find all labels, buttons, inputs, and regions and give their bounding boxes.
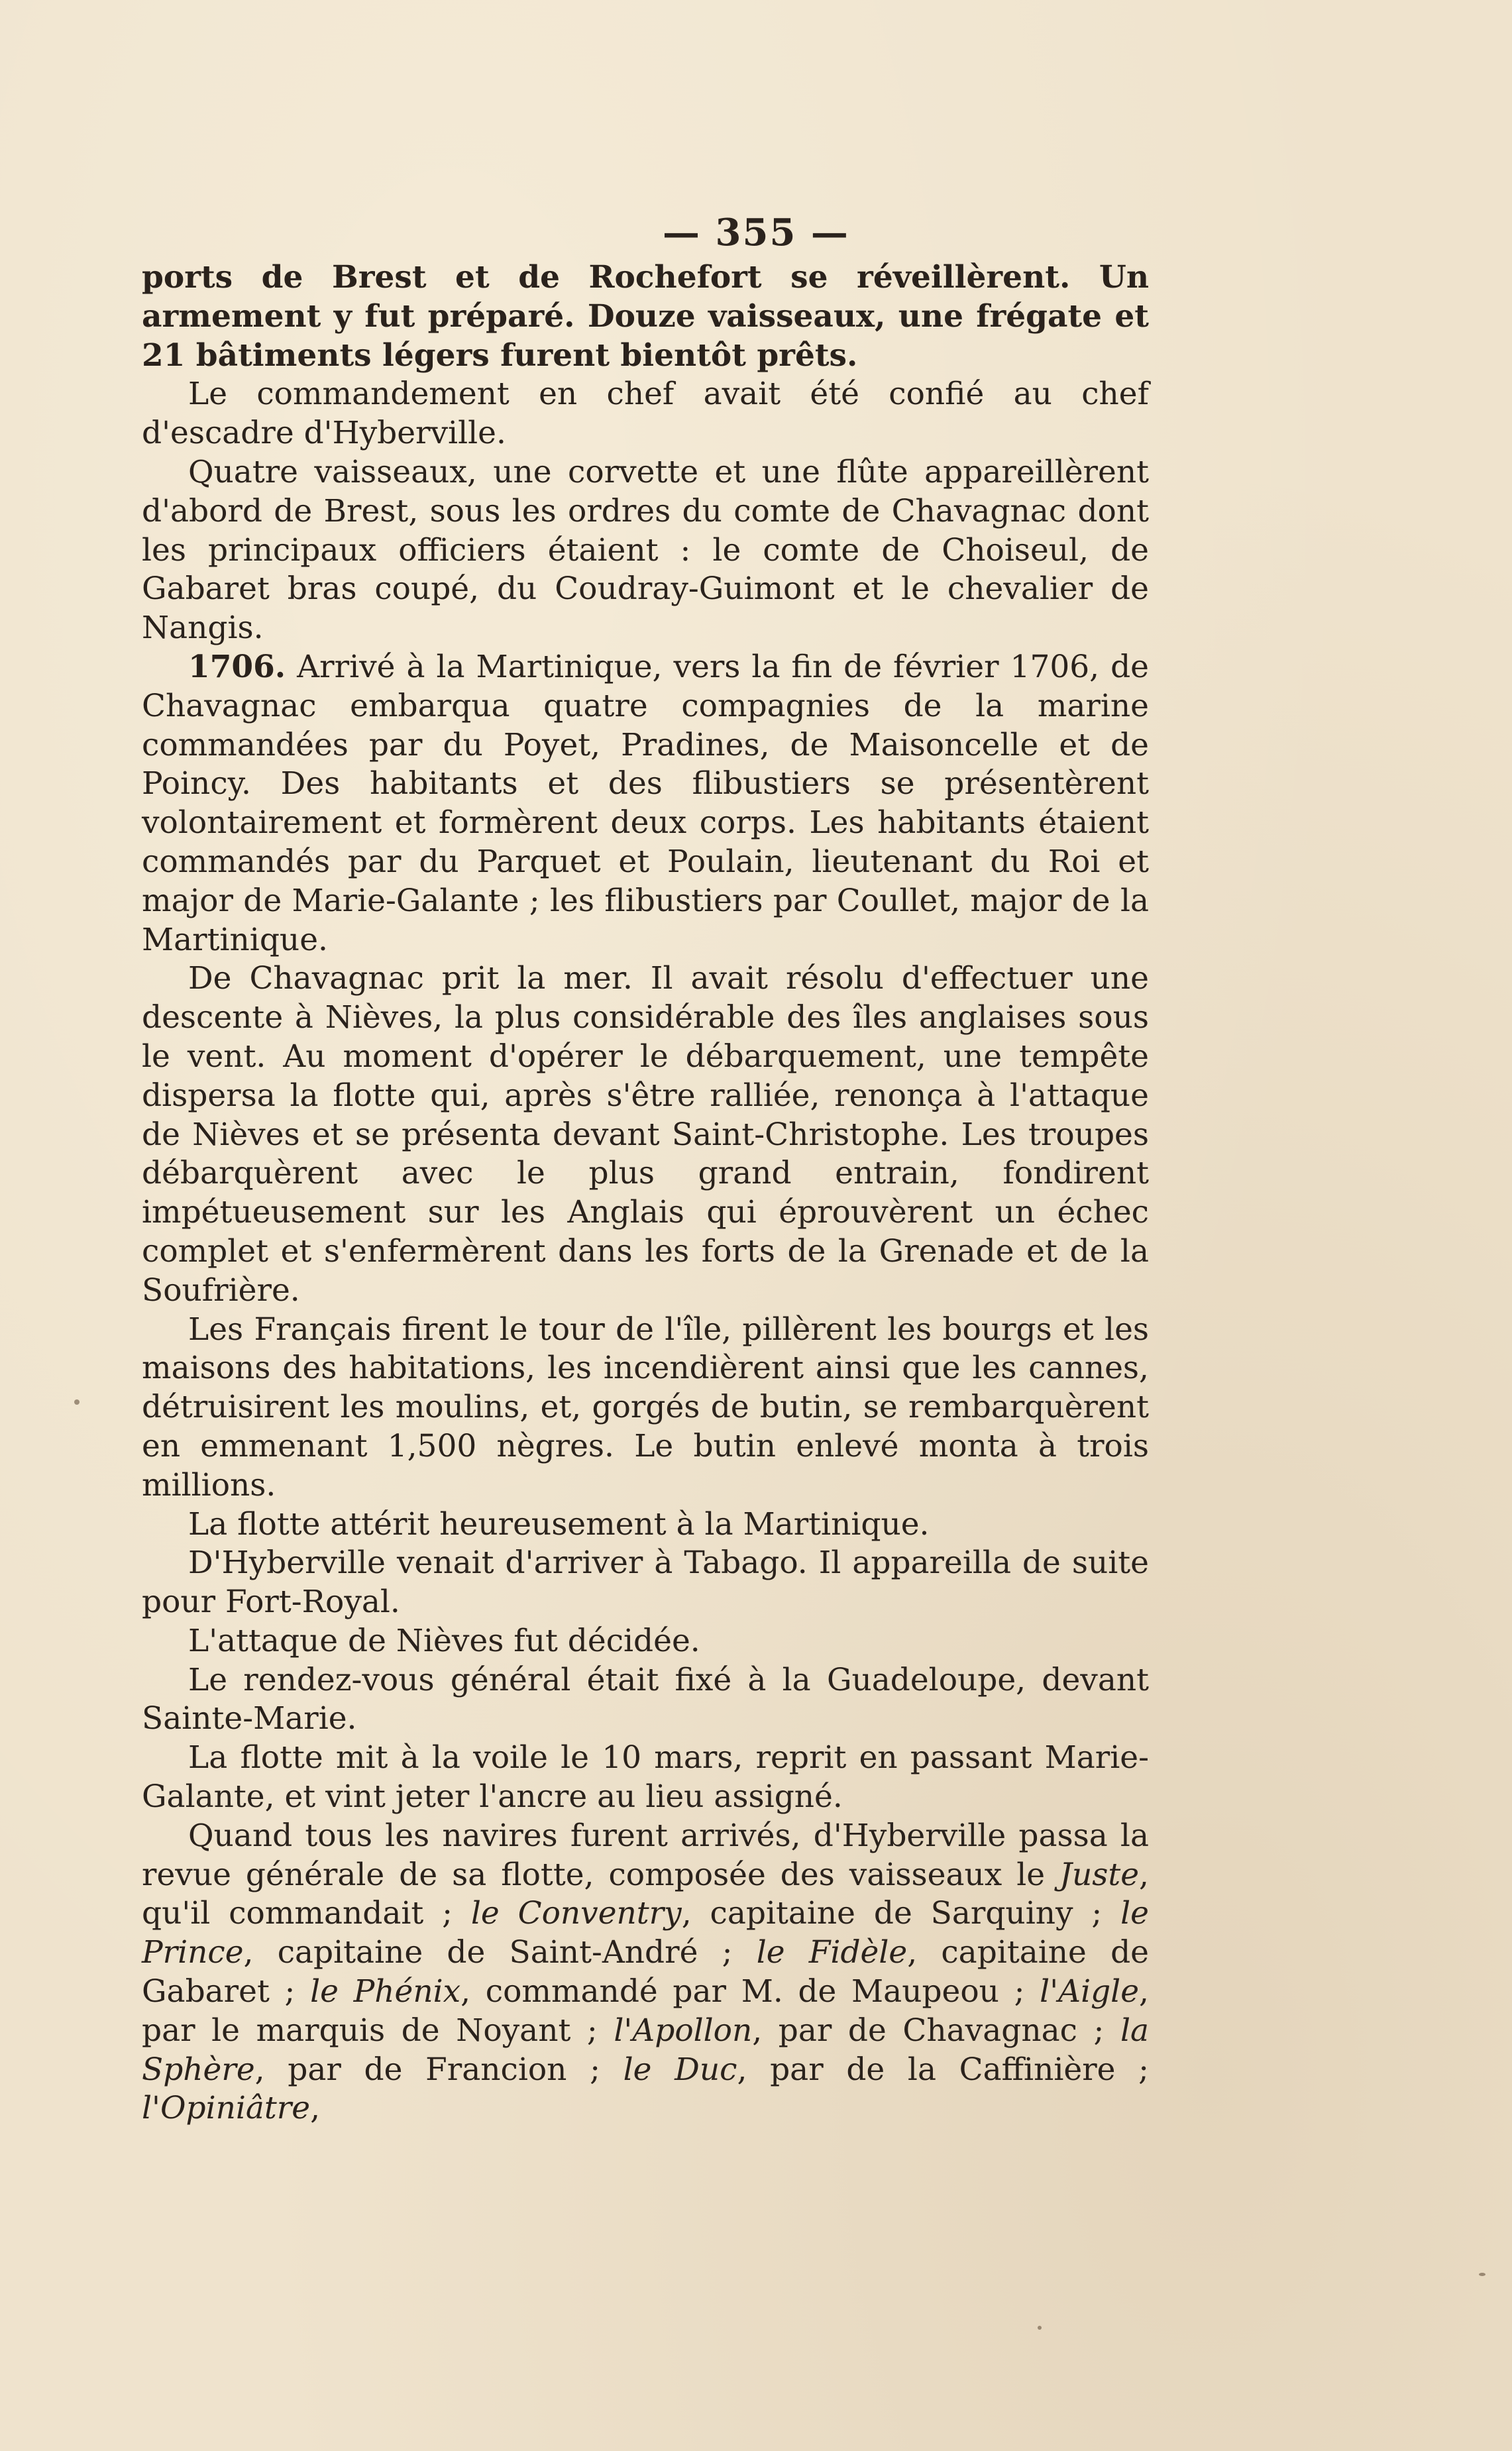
ship-name: Juste [1059,1856,1140,1893]
ship-name: l'Aigle [1040,1973,1140,2010]
paragraph: D'Hyberville venait d'arriver à Tabago. Il appareilla de suite pour Fort-Royal. [142,1545,1149,1621]
paragraph-text: , [310,2090,321,2127]
ship-name: l'Opiniâtre [142,2090,311,2127]
ship-name: la Sphère [142,2012,1149,2088]
paragraph-fleet-review [142,1817,1149,2128]
paragraph-text: , qu'il commandait ; [142,1856,1149,1932]
body-text [142,258,1149,2128]
ship-name: l'Apollon [614,2012,753,2049]
year-marker: 1706. [188,648,286,685]
ship-name: le Phénix [310,1973,461,2010]
paragraph: ports de Brest et de Rochefort se réveillèrent. Un armement y fut préparé. Douze vaisseaux, une frégate et 21 bâtiments légers furent bientôt prêts. [142,259,1149,374]
paragraph-text: Quand tous les navires furent arrivés, d'Hyberville passa la revue générale de sa flotte, composée des vaisseaux le [142,1817,1149,1893]
paragraph-text: , capitaine de Gabaret ; [142,1934,1149,2010]
ship-name: le Conventry [470,1895,682,1932]
paragraph-text: , capitaine de Saint-André ; [243,1934,757,1971]
ship-name: le Fidèle [756,1934,908,1971]
paragraph-text: , par de Francion ; [254,2051,623,2088]
paragraph: L'attaque de Nièves fut décidée. [188,1622,700,1659]
paragraph: Le commandement en chef avait été confié au chef d'escadre d'Hyberville. [142,376,1149,452]
page-number: — 355 — [663,211,849,254]
paragraph: La flotte attérit heureusement à la Martinique. [188,1505,930,1543]
paragraph: Les Français firent le tour de l'île, pillèrent les bourgs et les maisons des habitations, les incendièrent ainsi que les cannes, détruisirent les moulins, et, gorgés de butin, se rembarquèrent en emmenant 1,500 nègres. Le butin enlevé monta à trois millions. [142,1311,1149,1503]
paragraph: La flotte mit à la voile le 10 mars, reprit en passant Marie-Galante, et vint jeter l'ancre au lieu assigné. [142,1739,1149,1816]
paragraph-text: Arrivé à la Martinique, vers la fin de février 1706, de Chavagnac embarqua quatre compagnies de la marine commandées par du Poyet, Pradines, de Maisoncelle et de Poincy. Des habitants et des flibustiers se présentèrent volontairement et formèrent deux corps. Les habitants étaient commandés par du Parquet et Poulain, lieutenant du Roi et major de Marie-Galante ; les flibustiers par Coullet, major de la Martinique. [142,648,1149,958]
paragraph: Quatre vaisseaux, une corvette et une flûte appareillèrent d'abord de Brest, sous les ordres du comte de Chavagnac dont les principaux officiers étaient : le comte de Choiseul, de Gabaret bras coupé, du Coudray-Guimont et le chevalier de Nangis. [142,453,1149,647]
paragraph-text: , par de la Caffinière ; [737,2051,1149,2088]
paragraph-text: , par de Chavagnac ; [752,2012,1120,2049]
paragraph-text: , commandé par M. de Maupeou ; [460,1973,1040,2010]
ink-speck [1038,2326,1042,2330]
paragraph-year-1706 [142,648,1149,959]
paragraph-text: , par le marquis de Noyant ; [142,1973,1149,2049]
paragraph: De Chavagnac prit la mer. Il avait résolu d'effectuer une descente à Nièves, la plus considérable des îles anglaises sous le vent. Au moment d'opérer le débarquement, une tempête dispersa la flotte qui, après s'être ralliée, renonça à l'attaque de Nièves et se présenta devant Saint-Christophe. Les troupes débarquèrent avec le plus grand entrain, fondirent impétueusement sur les Anglais qui éprouvèrent un échec complet et s'enfermèrent dans les forts de la Grenade et de la Soufrière. [142,960,1149,1309]
paragraph: Le rendez-vous général était fixé à la Guadeloupe, devant Sainte-Marie. [142,1661,1149,1737]
paragraph-text: , capitaine de Sarquiny ; [681,1895,1121,1932]
ink-speck [1479,2273,1485,2276]
ship-name: le Duc [623,2051,737,2088]
ship-name: le Prince [142,1895,1149,1971]
ink-speck [74,1399,80,1405]
